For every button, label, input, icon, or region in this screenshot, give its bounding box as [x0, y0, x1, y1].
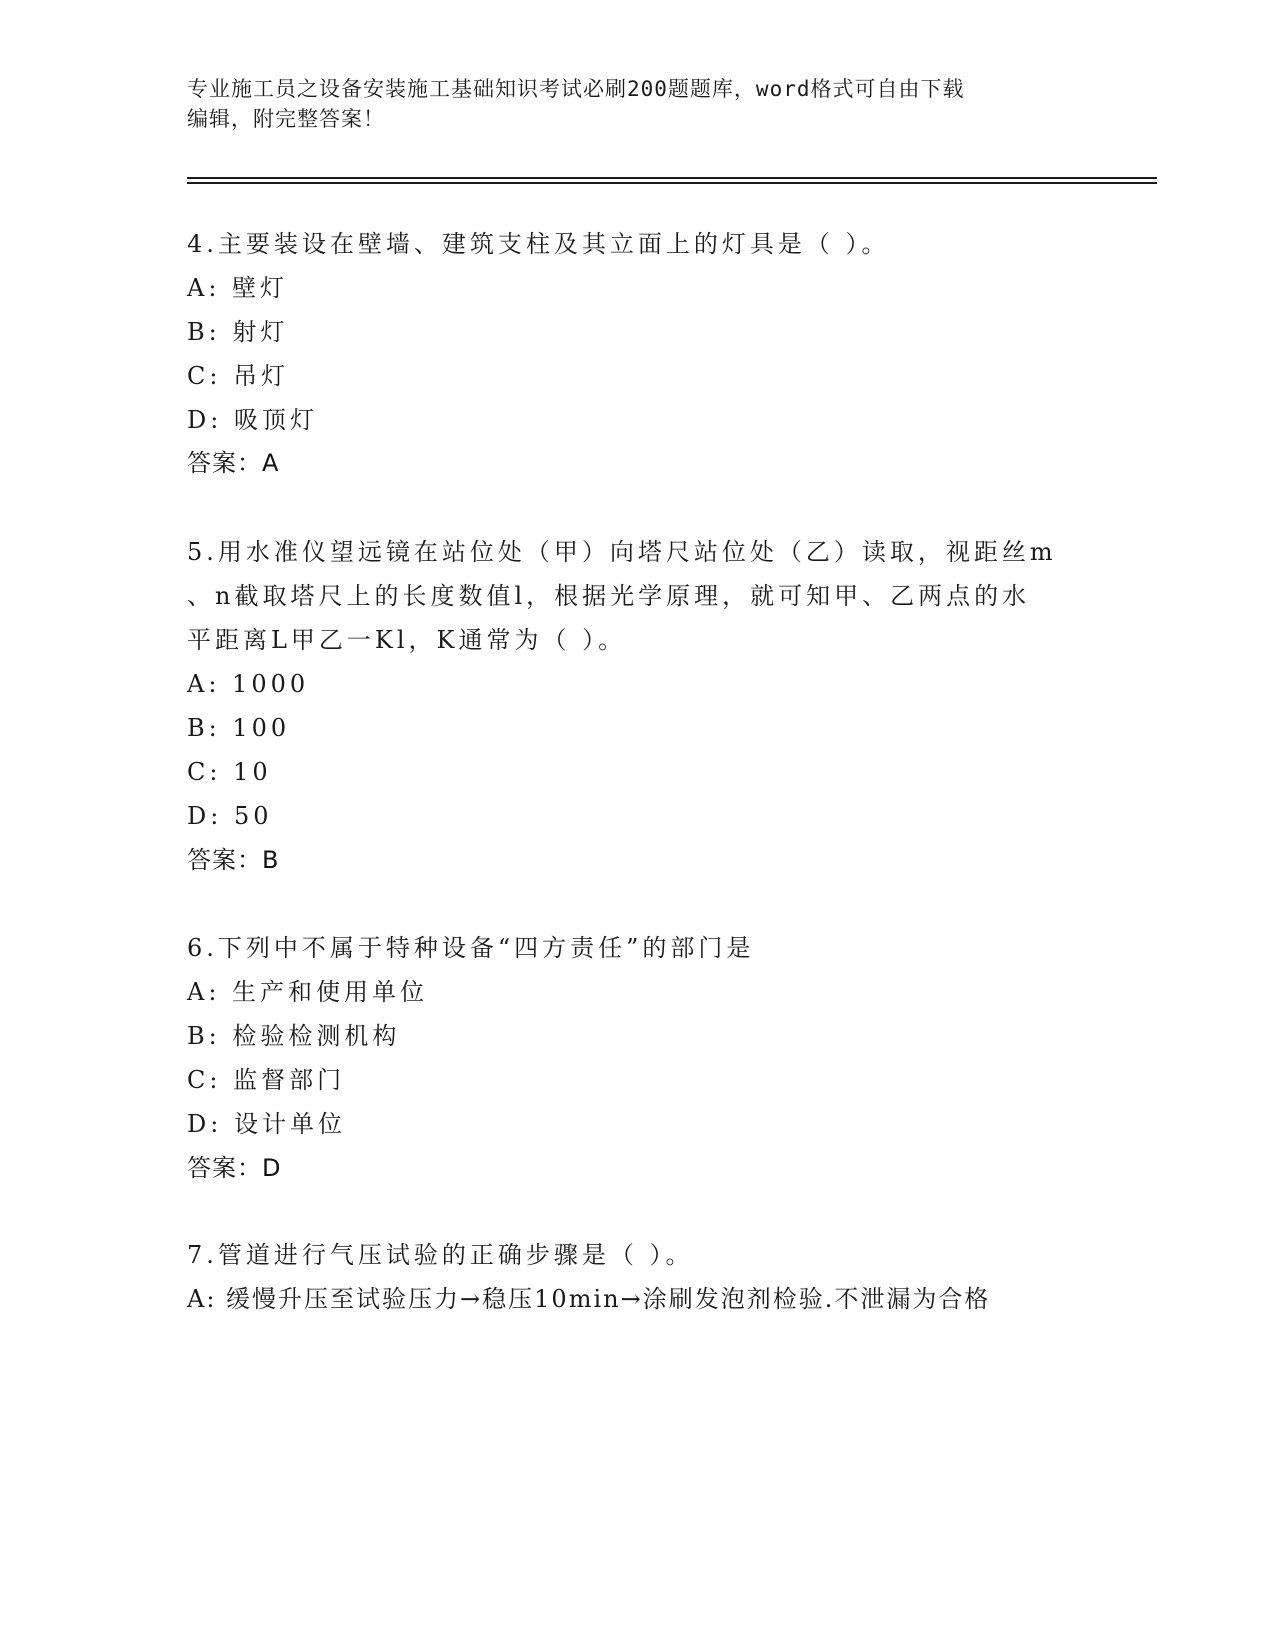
question-4-option-d: D: 吸顶灯 — [187, 406, 318, 434]
question-4-option-c: C: 吊灯 — [187, 362, 290, 390]
question-4-stem: 4.主要装设在壁墙、建筑支柱及其立面上的灯具是（ ）。 — [187, 230, 890, 258]
header-divider-top — [187, 177, 1157, 179]
question-5-option-a: A: 1000 — [187, 670, 310, 698]
question-6-option-c: C: 监督部门 — [187, 1066, 346, 1094]
header-line-1: 专业施工员之设备安装施工基础知识考试必刷200题题库，word格式可自由下载 — [187, 77, 965, 101]
question-4-answer: 答案：A — [187, 449, 280, 477]
header-line-2: 编辑，附完整答案！ — [187, 107, 385, 131]
question-6-option-a: A: 生产和使用单位 — [187, 978, 429, 1006]
question-4-option-b: B: 射灯 — [187, 318, 289, 346]
question-7-option-a: A: 缓慢升压至试验压力→稳压10min→涂刷发泡剂检验.不泄漏为合格 — [187, 1285, 991, 1313]
question-5-option-b: B: 100 — [187, 714, 291, 742]
question-5-stem-line-2: 、n截取塔尺上的长度数值l，根据光学原理，就可知甲、乙两点的水 — [187, 582, 1031, 610]
header-divider-bottom — [187, 182, 1157, 184]
question-6-answer: 答案：D — [187, 1154, 282, 1182]
question-6-stem: 6.下列中不属于特种设备“四方责任”的部门是 — [187, 934, 755, 962]
question-5-option-c: C: 10 — [187, 758, 272, 786]
question-7-stem: 7.管道进行气压试验的正确步骤是（ ）。 — [187, 1241, 694, 1269]
question-5-option-d: D: 50 — [187, 802, 273, 830]
question-5-stem-line-1: 5.用水准仪望远镜在站位处（甲）向塔尺站位处（乙）读取，视距丝m — [187, 538, 1057, 566]
question-6-option-b: B: 检验检测机构 — [187, 1022, 401, 1050]
document-header — [187, 74, 1067, 134]
question-5-answer: 答案：B — [187, 846, 280, 874]
question-4-option-a: A: 壁灯 — [187, 274, 289, 302]
question-5-stem-line-3: 平距离L甲乙一Kl，K通常为（ ）。 — [187, 626, 627, 654]
question-6-option-d: D: 设计单位 — [187, 1110, 346, 1138]
